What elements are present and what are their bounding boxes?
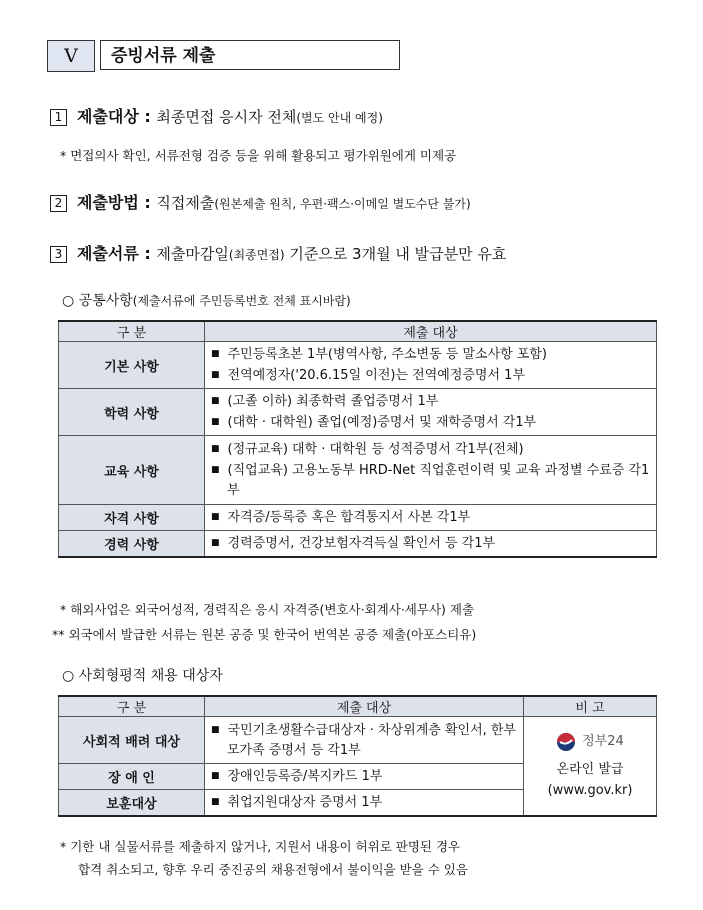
row-content: ■ 경력증명서, 건강보험자격득실 확인서 등 각1부 xyxy=(205,531,657,558)
note-foreign-docs: ** 외국에서 발급한 서류는 원본 공증 및 한국어 번역본 공증 제출(아포스티유) xyxy=(52,627,477,642)
row-content: ■ 취업지원대상자 증명서 1부 xyxy=(205,790,524,817)
table-header: 제출 대상 xyxy=(205,321,657,342)
row-line: 전역예정자('20.6.15일 이전)는 전역예정증명서 1부 xyxy=(227,368,526,383)
item-label: 제출서류 xyxy=(77,244,139,263)
item-submit-method xyxy=(50,190,471,213)
gov24-text: 정부24 xyxy=(582,734,624,750)
row-line: (직업교육) 고용노동부 HRD-Net 직업훈련이력 및 교육 과정별 수료증 각1부 xyxy=(227,463,650,498)
social-heading xyxy=(62,665,223,685)
row-category: 경력 사항 xyxy=(59,531,205,558)
gov24-logo xyxy=(556,731,624,752)
row-content: ■ (정규교육) 대학 · 대학원 등 성적증명서 각1부(전체) ■ (직업교육) 고용노동부 HRD-Net 직업훈련이력 및 교육 과정별 수료증 각1부 xyxy=(205,436,657,505)
table-row xyxy=(59,505,657,531)
bullet: ○ xyxy=(62,293,75,309)
remark-line2: (www.gov.kr) xyxy=(547,782,633,798)
row-content: ■ 장애인등록증/복지카드 1부 xyxy=(205,764,524,790)
table-header: 제출 대상 xyxy=(205,696,524,717)
row-line: (정규교육) 대학 · 대학원 등 성적증명서 각1부(전체) xyxy=(227,442,524,457)
item-text2: 기준으로 3개월 내 발급분만 유효 xyxy=(284,245,507,263)
item-number: 1 xyxy=(50,109,67,126)
bullet: ○ xyxy=(62,668,75,684)
table-header: 구 분 xyxy=(59,696,205,717)
gov24-icon xyxy=(556,732,576,752)
row-content: ■ 주민등록초본 1부(병역사항, 주소변동 등 말소사항 포함) ■ 전역예정자('20.6.15일 이전)는 전역예정증명서 1부 xyxy=(205,342,657,389)
section-number: V xyxy=(47,40,95,72)
social-title: 사회형평적 채용 대상자 xyxy=(78,668,223,684)
row-category: 기본 사항 xyxy=(59,342,205,389)
row-category: 장 애 인 xyxy=(59,764,205,790)
remark-cell xyxy=(524,717,657,817)
item-number: 3 xyxy=(50,246,67,263)
item-number: 2 xyxy=(50,195,67,212)
row-category: 보훈대상 xyxy=(59,790,205,817)
table-header-row xyxy=(59,696,657,717)
note-interview: * 면접의사 확인, 서류전형 검증 등을 위해 활용되고 평가위원에게 미제공 xyxy=(60,148,457,163)
row-content: ■ 자격증/등록증 혹은 합격통지서 사본 각1부 xyxy=(205,505,657,531)
item-paren: (별도 안내 예정) xyxy=(296,111,383,125)
common-docs-table xyxy=(58,320,657,558)
item-sep: : xyxy=(138,244,157,263)
item-label: 제출대상 xyxy=(77,107,139,126)
remark-line1: 온라인 발급 xyxy=(556,761,624,777)
item-sep: : xyxy=(138,193,157,212)
row-line: 장애인등록증/복지카드 1부 xyxy=(227,769,383,784)
section-title: 증빙서류 제출 xyxy=(100,40,400,70)
row-content: ■ (고졸 이하) 최종학력 졸업증명서 1부 ■ (대학 · 대학원) 졸업(예정)증명서 및 재학증명서 각1부 xyxy=(205,389,657,436)
common-title: 공통사항 xyxy=(78,293,133,309)
item-text: 최종면접 응시자 전체 xyxy=(156,108,297,126)
row-line: 주민등록초본 1부(병역사항, 주소변동 등 말소사항 포함) xyxy=(227,347,548,362)
table-header: 비 고 xyxy=(524,696,657,717)
row-line: (고졸 이하) 최종학력 졸업증명서 1부 xyxy=(227,394,439,409)
row-content: ■ 국민기초생활수급대상자 · 차상위계층 확인서, 한부모가족 증명서 등 각1부 xyxy=(205,717,524,764)
item-text: 제출마감일 xyxy=(156,245,229,263)
table-row xyxy=(59,342,657,389)
row-category: 학력 사항 xyxy=(59,389,205,436)
item-submit-target xyxy=(50,104,383,127)
common-paren: (제출서류에 주민등록번호 전체 표시바람) xyxy=(132,294,351,308)
row-line: 국민기초생활수급대상자 · 차상위계층 확인서, 한부모가족 증명서 등 각1부 xyxy=(227,722,517,758)
item-paren: (최종면접) xyxy=(228,248,285,262)
row-line: 자격증/등록증 혹은 합격통지서 사본 각1부 xyxy=(227,510,471,525)
note-penalty-2: 합격 취소되고, 향후 우리 중진공의 채용전형에서 불이익을 받을 수 있음 xyxy=(78,862,468,877)
item-text: 직접제출 xyxy=(156,194,215,212)
table-header: 구 분 xyxy=(59,321,205,342)
row-category: 교육 사항 xyxy=(59,436,205,505)
row-category: 자격 사항 xyxy=(59,505,205,531)
table-row xyxy=(59,531,657,558)
item-label: 제출방법 xyxy=(77,193,139,212)
table-header-row xyxy=(59,321,657,342)
table-row xyxy=(59,389,657,436)
note-overseas: * 해외사업은 외국어성적, 경력직은 응시 자격증(변호사·회계사·세무사) 제출 xyxy=(60,602,475,617)
row-line: 경력증명서, 건강보험자격득실 확인서 등 각1부 xyxy=(227,536,496,551)
row-line: 취업지원대상자 증명서 1부 xyxy=(227,795,383,810)
item-submit-docs xyxy=(50,241,506,264)
social-equity-table xyxy=(58,695,657,817)
table-row xyxy=(59,436,657,505)
table-row xyxy=(59,717,657,764)
row-line: (대학 · 대학원) 졸업(예정)증명서 및 재학증명서 각1부 xyxy=(227,415,537,430)
item-paren: (원본제출 원칙, 우편·팩스·이메일 별도수단 불가) xyxy=(214,197,471,211)
common-heading xyxy=(62,290,351,310)
item-sep: : xyxy=(138,107,157,126)
row-category: 사회적 배려 대상 xyxy=(59,717,205,764)
note-penalty-1: * 기한 내 실물서류를 제출하지 않거나, 지원서 내용이 허위로 판명된 경우 xyxy=(60,839,461,854)
